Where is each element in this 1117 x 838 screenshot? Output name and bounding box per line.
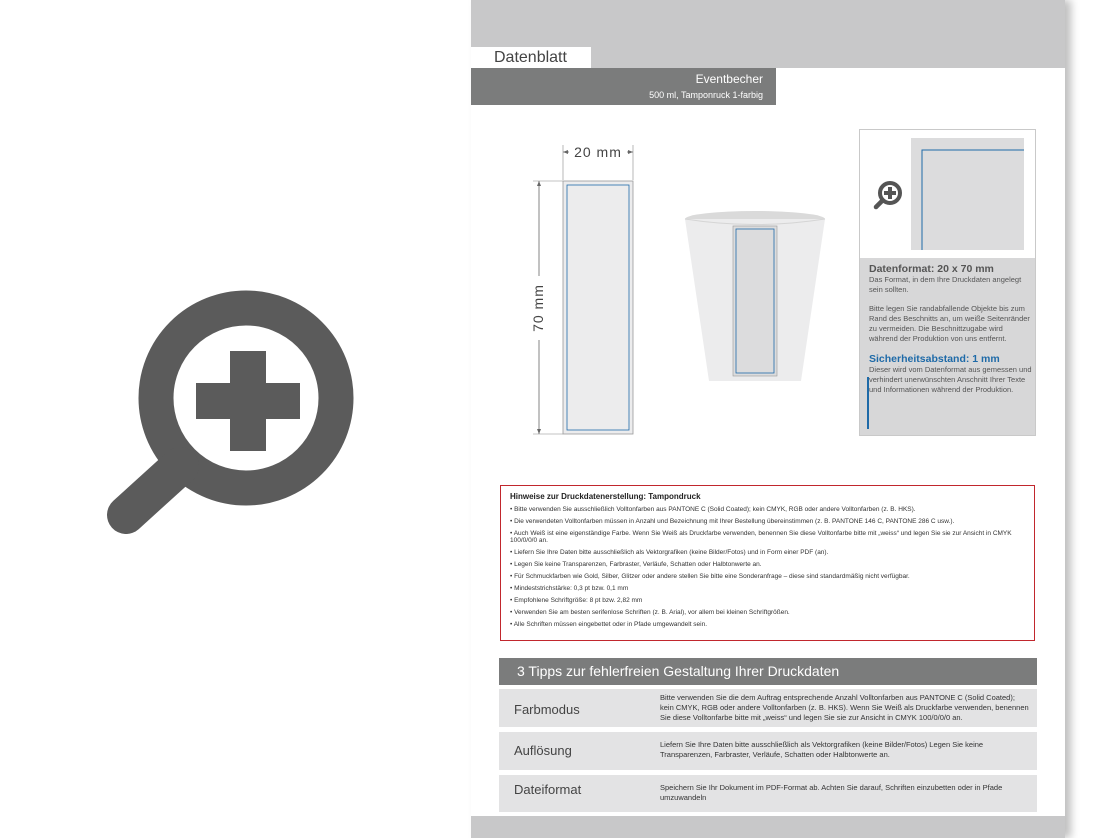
hint-item: • Mindeststrichstärke: 0,3 pt bzw. 0,1 mm bbox=[510, 585, 629, 592]
hint-item: • Alle Schriften müssen eingebettet oder in Pfade umgewandelt sein. bbox=[510, 621, 708, 628]
hint-item: • Legen Sie keine Transparenzen, Farbraster, Verläufe, Schatten oder Halbtonwerte an. bbox=[510, 561, 762, 568]
hint-item: • Bitte verwenden Sie ausschließlich Volltonfarben aus PANTONE C (Solid Coated); kein CMYK, RGB oder andere Volltonfarben (z. B. HKS). bbox=[510, 506, 916, 513]
product-title: Eventbecher bbox=[695, 72, 763, 86]
print-area-drawing bbox=[471, 120, 851, 450]
format-preview bbox=[860, 130, 1035, 258]
hint-item: • Auch Weiß ist eine eigenständige Farbe. Wenn Sie Weiß als Druckfarbe verwenden, benennen Sie diese Volltonfarbe bitte mit „weiss“ und legen Sie sie zur Ansicht in CMYK 100/0/0/0 an. bbox=[510, 530, 1012, 544]
tip-text: Bitte verwenden Sie die dem Auftrag entsprechende Anzahl Volltonfarben aus PANTONE C (Solid Coated); kein CMYK, RGB oder andere Volltonfarben (z. B. HKS). Wenn Sie Weiß als Druckfarbe verwenden, benennen Sie diese Volltonfarbe bitte mit „weiss“ und legen Sie sie zur Ansicht in CMYK 100/0/0/0 an. bbox=[660, 693, 1029, 722]
product-title-bar bbox=[471, 68, 776, 105]
hint-item: • Verwenden Sie am besten serifenlose Schriften (z. B. Arial), vor allem bei kleinen Schriftgrößen. bbox=[510, 609, 790, 616]
hints-title: Hinweise zur Druckdatenerstellung: Tampondruck bbox=[510, 492, 701, 501]
safety-title: Sicherheitsabstand: 1 mm bbox=[869, 353, 1000, 365]
print-hints-box bbox=[500, 485, 1035, 641]
datasheet-page bbox=[471, 0, 1065, 838]
height-dimension-label: 70 mm bbox=[530, 284, 546, 332]
bottom-band bbox=[471, 816, 1065, 838]
product-subtitle: 500 ml, Tamponruck 1-farbig bbox=[649, 90, 763, 100]
format-text: Das Format, in dem Ihre Druckdaten angelegt sein sollten. bbox=[869, 275, 1022, 294]
datasheet-tab: Datenblatt bbox=[471, 47, 591, 68]
tip-row-color-mode bbox=[499, 689, 1037, 727]
tip-text: Speichern Sie Ihr Dokument im PDF-Format ab. Achten Sie darauf, Schriften einzubetten oder in Pfade umzuwandeln bbox=[660, 783, 1003, 802]
tip-label: Farbmodus bbox=[514, 702, 580, 717]
zoom-in-icon[interactable] bbox=[0, 0, 470, 838]
safety-marker bbox=[867, 377, 869, 429]
tip-text: Liefern Sie Ihre Daten bitte ausschließlich als Vektorgrafiken (keine Bilder/Fotos) Legen Sie keine Transparenzen, Farbraster, Verläufe, Schatten oder Halbtonwerte an. bbox=[660, 740, 984, 759]
hint-item: • Die verwendeten Volltonfarben müssen in Anzahl und Bezeichnung mit Ihrer Bestellung übereinstimmen (z. B. PANTONE 146 C, PANTONE 286 C usw.). bbox=[510, 518, 955, 525]
tip-row-resolution bbox=[499, 732, 1037, 770]
width-dimension-label: 20 mm bbox=[574, 144, 622, 160]
tip-label: Dateiformat bbox=[514, 782, 582, 797]
safety-text: Dieser wird vom Datenformat aus gemessen und verhindert unerwünschten Anschnitt Ihrer Texte und Informationen während der Produktion. bbox=[869, 365, 1032, 394]
hint-item: • Liefern Sie Ihre Daten bitte ausschließlich als Vektorgrafiken (keine Bilder/Fotos) und in Form einer PDF (an). bbox=[510, 549, 829, 556]
top-band bbox=[471, 0, 1065, 47]
hints-list bbox=[510, 506, 1025, 628]
tips-header: 3 Tipps zur fehlerfreien Gestaltung Ihrer Druckdaten bbox=[499, 658, 1037, 685]
tip-label: Auflösung bbox=[514, 743, 572, 758]
tip-row-file-format bbox=[499, 775, 1037, 812]
info-box bbox=[859, 129, 1036, 436]
bleed-text: Bitte legen Sie randabfallende Objekte bis zum Rand des Beschnitts an, um weiße Seitenränder zu vermeiden. Die Beschnittzugabe wird während der Produktion von uns entfernt. bbox=[869, 304, 1030, 343]
hint-item: • Empfohlene Schriftgröße: 8 pt bzw. 2,82 mm bbox=[510, 597, 643, 604]
hint-item: • Für Schmuckfarben wie Gold, Silber, Glitzer oder andere stellen Sie bitte eine Sonderanfrage – diese sind standardmäßig nicht verfügbar. bbox=[510, 573, 910, 580]
zoom-in-icon[interactable] bbox=[876, 183, 900, 207]
format-title: Datenformat: 20 x 70 mm bbox=[869, 263, 994, 275]
